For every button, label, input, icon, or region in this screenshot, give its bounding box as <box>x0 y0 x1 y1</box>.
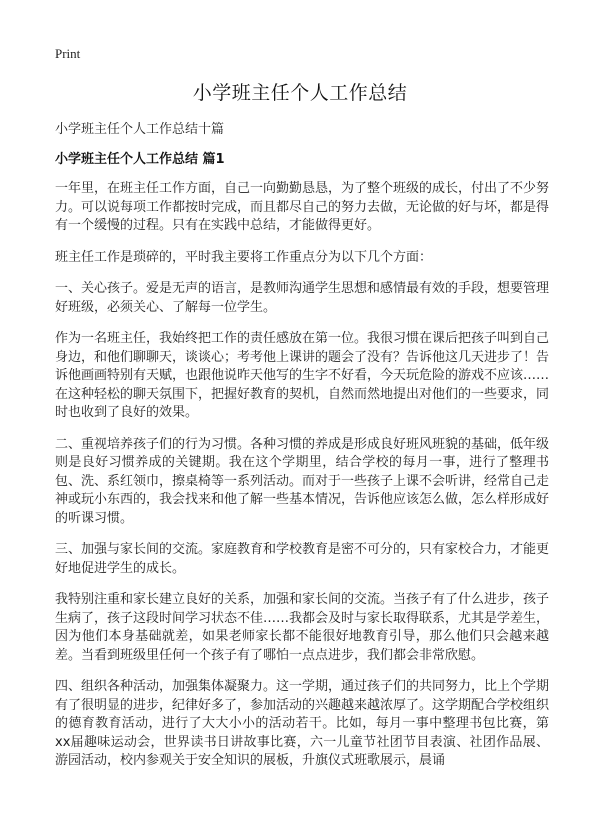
subtitle: 小学班主任个人工作总结十篇 <box>55 122 225 137</box>
section-heading: 小学班主任个人工作总结 篇1 <box>55 152 225 167</box>
paragraph: 一、关心孩子。爱是无声的语言，是教师沟通学生思想和感情最有效的手段，想要管理好班级，必须关心、了解每一位学生。 <box>55 281 550 315</box>
paragraph: 班主任工作是琐碎的，平时我主要将工作重点分为以下几个方面： <box>55 249 433 265</box>
body-text <box>55 180 549 784</box>
paragraph: 我特别注重和家长建立良好的关系，加强和家长间的交流。当孩子有了什么进步，孩子生病了，孩子这段时间学习状态不佳……我都会及时与家长取得联系，尤其是学差生，因为他们本身基础就差，如果老师家长都不能很好地教育引导，那么他们只会越来越差。当看到班级里任何一个孩子有了哪怕一点点进步，我们都会非常欣慰。 <box>55 592 550 663</box>
paragraph: 作为一名班主任，我始终把工作的责任感放在第一位。我很习惯在课后把孩子叫到自己身边，和他们聊聊天，谈谈心；考考他上课讲的题会了没有？告诉他这几天进步了！告诉他画画特别有天赋，也跟他说昨天他写的生字不好看，今天玩危险的游戏不应该……在这种轻松的聊天氛围下，把握好教育的契机，自然而然地提出对他们的一些要求，同时也收到了良好的效果。 <box>55 331 550 420</box>
paragraph: 三、加强与家长间的交流。家庭教育和学校教育是密不可分的，只有家校合力，才能更好地促进学生的成长。 <box>55 542 550 576</box>
paragraph: 二、重视培养孩子们的行为习惯。各种习惯的养成是形成良好班风班貌的基础，低年级则是良好习惯养成的关键期。我在这个学期里，结合学校的每月一事，进行了整理书包、洗、系红领巾，擦桌椅等一系列活动。而对于一些孩子上课不会听讲，经常自己走神或玩小东西的，我会找来和他了解一些基本情况，告诉他应该怎么做，怎么样形成好的听课习惯。 <box>55 436 550 526</box>
print-link[interactable]: Print <box>55 46 81 61</box>
page-title: 小学班主任个人工作总结 <box>192 82 408 104</box>
paragraph: 四、组织各种活动，加强集体凝聚力。这一学期，通过孩子们的共同努力，比上个学期有了很明显的进步，纪律好多了，参加活动的兴趣越来越浓厚了。这学期配合学校组织的德育教育活动，进行了大大小小的活动若干。比如，每月一事中整理书包比赛，第xx届趣味运动会，世界读书日讲故事比赛，六一儿童节社团节目表演、社团作品展、游园活动，校内参观关于安全知识的展板，升旗仪式班歌展示，晨诵 <box>55 679 550 768</box>
paragraph: 一年里，在班主任工作方面，自己一向勤勤恳恳，为了整个班级的成长，付出了不少努力。可以说每项工作都按时完成，而且都尽自己的努力去做，无论做的好与坏，都是得有一个缓慢的过程。只有在实践中总结，才能做得更好。 <box>55 181 550 233</box>
